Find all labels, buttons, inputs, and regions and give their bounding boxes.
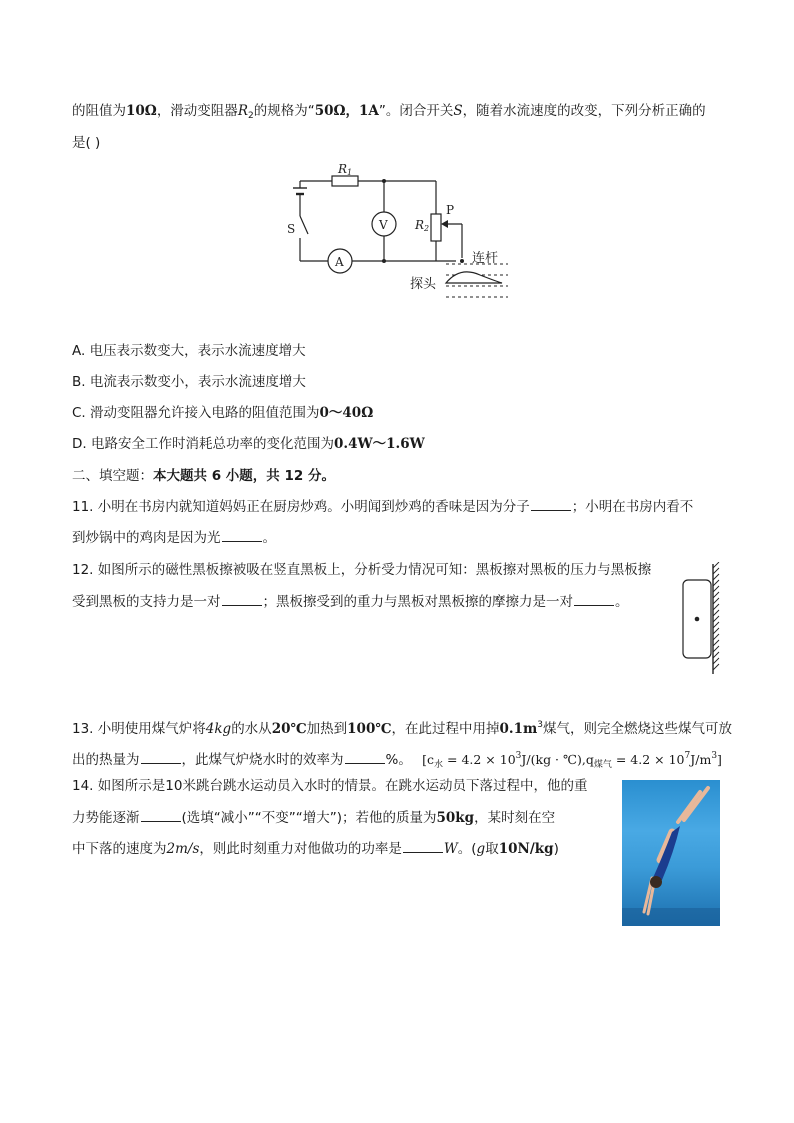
answer-blank[interactable] [141,751,181,764]
eraser-center-dot [695,617,700,622]
q10-stem-line1 [72,101,706,126]
junction-dot [460,259,464,263]
text: 的规格为“ [253,103,315,119]
text: ”。闭合开关 [378,103,454,119]
text: ，在此过程中用掉 [391,721,500,737]
gravity-symbol: g [476,841,486,857]
answer-blank[interactable] [141,809,181,822]
option-b [72,372,306,392]
probe-label: 探头 [410,277,437,292]
text: 13. 小明使用煤气炉将 [72,721,206,737]
q13-line1 [72,715,732,739]
section-prefix: 二、填空题： [72,468,153,484]
probe-wing [446,272,502,283]
text: 。 [615,594,629,610]
answer-blank[interactable] [222,593,262,606]
answer-blank[interactable] [345,751,385,764]
swimsuit [652,826,680,880]
superscript: 3 [711,751,718,761]
r1-label: R1 [338,162,353,177]
text: 的阻值为 [72,103,126,119]
diver-illustration [622,780,720,926]
text: 中下落的速度为 [72,841,167,857]
diver-mass: 50kg [436,810,475,826]
rheostat-spec: 50Ω，1A [314,103,379,119]
text: B. 电流表示数变小，表示水流速度增大 [72,374,306,390]
q11-line1 [72,497,693,517]
text: ；小明在书房内看不 [571,499,694,515]
rod-label: 连杆 [472,251,499,266]
q12-line2 [72,592,629,612]
subscript: 煤气 [593,760,612,770]
diver-speed: 2m/s [166,841,200,857]
answer-blank[interactable] [574,593,614,606]
text: 受到黑板的支持力是一对 [72,594,221,610]
option-c [72,403,373,423]
r2-label: R2 [415,218,430,233]
text: = 4.2 × 10 [611,752,685,767]
text: 。 [262,530,276,546]
text: 加热到 [306,721,348,737]
q14-line1 [72,776,587,796]
text: 到炒锅中的鸡肉是因为光 [72,530,221,546]
gas-volume: 0.1m [499,721,538,737]
text: 的水从 [231,721,272,737]
q12-line1 [72,560,651,580]
q11-line2 [72,528,276,548]
s-label: S [287,222,296,236]
text: %。 [385,752,412,768]
text: D. 电路安全工作时消耗总功率的变化范围为 [72,436,334,452]
a-label: A [335,255,344,269]
text: 。( [457,841,477,857]
start-temp: 20℃ [271,721,307,737]
eraser-figure [678,562,726,676]
section-title: 本大题共 6 小题，共 12 分。 [153,468,335,484]
superscript: 7 [684,751,691,761]
unit-watt: W [443,841,458,857]
text: J/m [690,752,712,767]
text: 煤气，则完全燃烧这些煤气可放 [543,721,733,737]
q14-line2 [72,808,555,828]
v-label: V [379,218,388,232]
q14-line3 [72,839,559,859]
text: 是( ) [72,135,101,151]
q10-stem-line2 [72,133,100,153]
text: C. 滑动变阻器允许接入电路的阻值范围为 [72,405,320,421]
text: 14. 如图所示是10米跳台跳水运动员入水时的情景。在跳水运动员下落过程中，他的重 [72,778,588,794]
r1-value: 10Ω [126,103,157,119]
p-label: P [446,203,455,217]
option-d-value: 0.4W～1.6W [333,436,425,452]
q13-line2 [72,746,722,775]
superscript: 3 [515,751,522,761]
circuit-diagram [280,158,520,304]
r2-symbol: R [237,103,248,119]
slider-arrow [441,220,448,228]
resistor-r1 [332,176,358,186]
diver-head [650,876,662,888]
section-heading [72,466,335,486]
text: 取 [485,841,499,857]
water-mass: 4kg [205,721,232,737]
diver-photo [622,780,720,926]
text: (选填“减小”“不变”“增大”)；若他的质量为 [181,810,437,826]
text: ，此煤气炉烧水时的效率为 [181,752,344,768]
gravity-value: 10N/kg [498,841,554,857]
text: ，某时刻在空 [474,810,556,826]
answer-blank[interactable] [222,529,262,542]
resistor-r2 [431,214,441,241]
text: 出的热量为 [72,752,140,768]
text: ，则此时刻重力对他做功的功率是 [199,841,402,857]
constants [422,751,722,770]
text: 力势能逐渐 [72,810,140,826]
junction-dot [382,259,386,263]
option-a [72,341,306,361]
junction-dot [382,179,386,183]
answer-blank[interactable] [531,498,571,511]
text: ；黑板擦受到的重力与黑板对黑板擦的摩擦力是一对 [262,594,573,610]
option-c-value: 0～40Ω [319,405,374,421]
option-d [72,434,425,454]
switch-symbol: S [453,103,463,119]
text: 12. 如图所示的磁性黑板擦被吸在竖直黑板上，分析受力情况可知：黑板擦对黑板的压力与黑板擦 [72,562,652,578]
text: 11. 小明在书房内就知道妈妈正在厨房炒鸡。小明闻到炒鸡的香味是因为分子 [72,499,530,515]
text: A. 电压表示数变大，表示水流速度增大 [72,343,306,359]
switch-blade [300,216,308,234]
r2-subscript: 2 [247,111,254,121]
text: [c [422,752,435,767]
text: = 4.2 × 10 [443,752,516,767]
answer-blank[interactable] [403,840,443,853]
text: ，滑动变阻器 [156,103,238,119]
text: J/(kg · ℃),q [521,752,594,767]
subscript: 水 [434,760,444,770]
superscript: 3 [537,720,544,730]
text: ，随着水流速度的改变，下列分析正确的 [462,103,706,119]
end-temp: 100℃ [347,721,392,737]
text: ) [553,841,559,857]
text: ] [717,752,722,767]
